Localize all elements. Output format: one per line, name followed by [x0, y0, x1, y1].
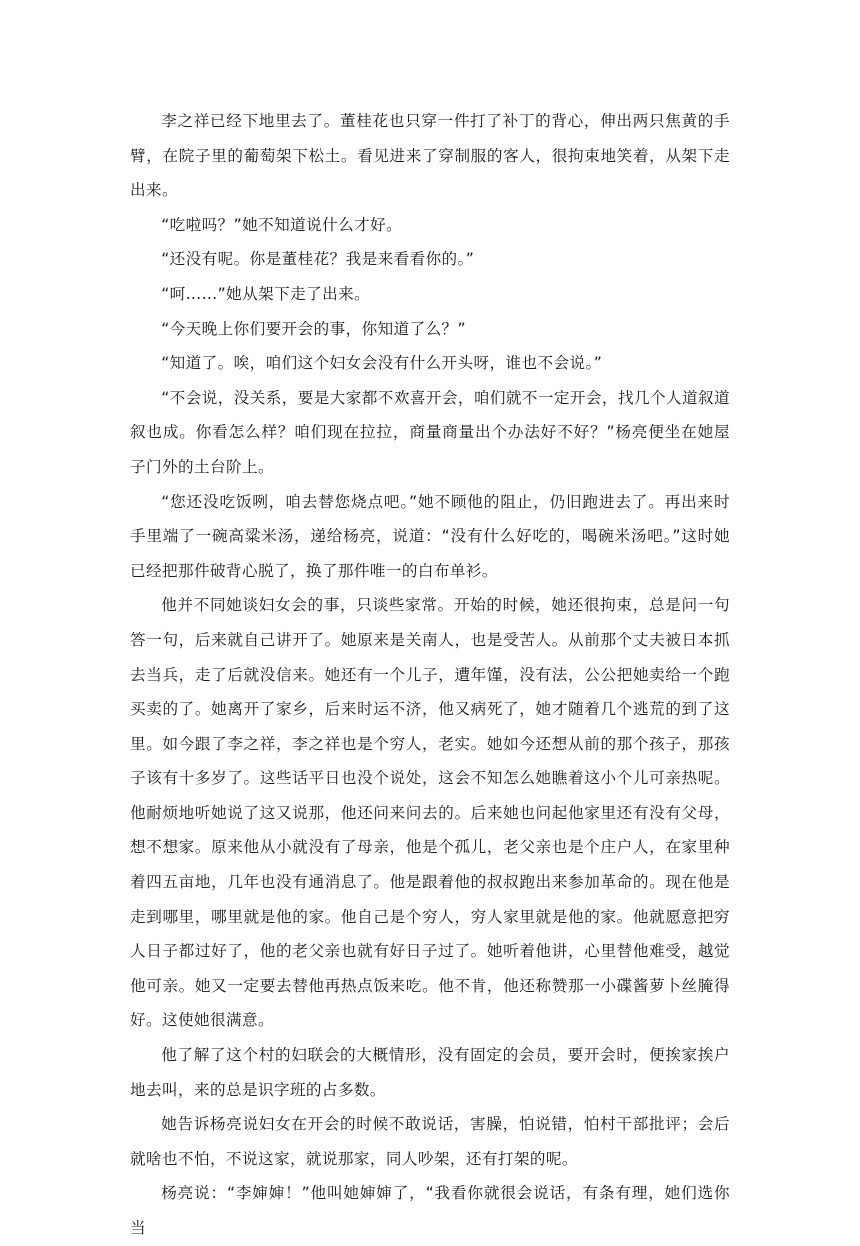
paragraph-12: 杨亮说：“李婶婶！”他叫她婶婶了，“我看你就很会说话，有条有理，她们选你当 [130, 1184, 730, 1237]
paragraph-3: “还没有呢。你是董桂花？我是来看看你的。” [161, 250, 475, 269]
paragraph-5: “今天晚上你们要开会的事，你知道了么？” [161, 319, 467, 338]
paragraph-2: “吃啦吗？”她不知道说什么才好。 [161, 215, 403, 234]
paragraph-1: 李之祥已经下地里去了。董桂花也只穿一件打了补丁的背心，伸出两只焦黄的手臂，在院子里的葡萄架下松土。看见进来了穿制服的客人，很拘束地笑着，从架下走出来。 [130, 112, 730, 200]
paragraph-11: 她告诉杨亮说妇女在开会的时候不敢说话，害臊，怕说错，怕村干部批评；会后就啥也不怕，不说这家，就说那家，同人吵架，还有打架的呢。 [130, 1115, 730, 1168]
paragraph-4: “呵……”她从架下走了出来。 [161, 284, 371, 303]
paragraph-6: “知道了。唉，咱们这个妇女会没有什么开头呀，谁也不会说。” [161, 354, 603, 373]
paragraph-8: “您还没吃饭咧，咱去替您烧点吧。”她不顾他的阻止，仍旧跑进去了。再出来时手里端了一碗高粱米汤，递给杨亮，说道：“没有什么好吃的，喝碗米汤吧。”这时她已经把那件破背心脱了，换了那件唯一的白布单衫。 [130, 492, 730, 580]
paragraph-9: 他并不同她谈妇女会的事，只谈些家常。开始的时候，她还很拘束，总是问一句答一句，后来就自己讲开了。她原来是关南人，也是受苦人。从前那个丈夫被日本抓去当兵，走了后就没信来。她还有一个儿子，遭年馑，没有法，公公把她卖给一个跑买卖的了。她离开了家乡，后来时运不济，他又病死了，她才随着几个逃荒的到了这里。如今跟了李之祥，李之祥也是个穷人，老实。她如今还想从前的那个孩子，那孩子该有十多岁了。这些话平日也没个说处，这会不知怎么她瞧着这小个儿可亲热呢。他耐烦地听她说了这又说那，他还问来问去的。后来她也问起他家里还有没有父母，想不想家。原来他从小就没有了母亲，他是个孤儿，老父亲也是个庄户人，在家里种着四五亩地，几年也没有通消息了。他是跟着他的叔叔跑出来参加革命的。现在他是走到哪里，哪里就是他的家。他自己是个穷人，穷人家里就是他的家。他就愿意把穷人日子都过好了，他的老父亲也就有好日子过了。她听着他讲，心里替他难受，越觉他可亲。她又一定要去替他再热点饭来吃。他不肯，他还称赞那一小碟酱萝卜丝腌得好。这使她很满意。 [130, 596, 730, 1030]
document-body [130, 104, 730, 1246]
paragraph-10: 他了解了这个村的妇联会的大概情形，没有固定的会员，要开会时，便挨家挨户地去叫，来的总是识字班的占多数。 [130, 1046, 730, 1099]
paragraph-7: “不会说，没关系，要是大家都不欢喜开会，咱们就不一定开会，找几个人道叙道叙也成。你看怎么样？咱们现在拉拉，商量商量出个办法好不好？”杨亮便坐在她屋子门外的土台阶上。 [130, 388, 730, 476]
